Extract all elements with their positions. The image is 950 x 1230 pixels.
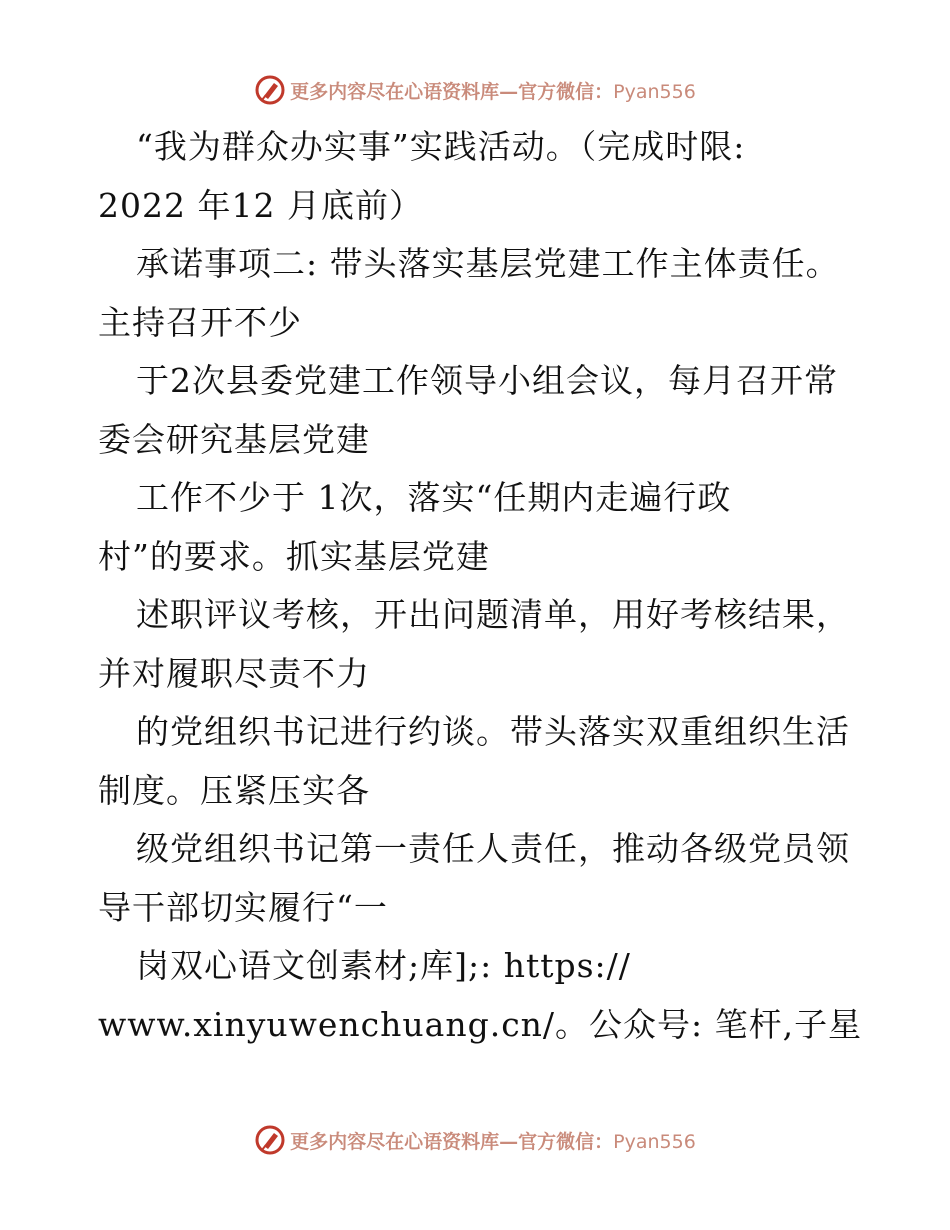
document-body bbox=[98, 118, 863, 1054]
footer-banner-text bbox=[290, 1127, 696, 1154]
body-line: 岗双心语文创素材;库];: https:// bbox=[136, 946, 631, 985]
header-banner-text bbox=[290, 77, 696, 104]
body-line: 2022 年12 月底前） bbox=[98, 185, 423, 225]
body-line: 述职评议考核，开出问题清单，用好考核结果， bbox=[136, 595, 850, 634]
body-line: 的党组织书记进行约谈。带头落实双重组织生活 bbox=[136, 712, 850, 751]
body-line: 委会研究基层党建 bbox=[98, 419, 370, 459]
footer-banner-label: 更多内容尽在心语资料库—官方微信： bbox=[290, 1130, 614, 1153]
body-line: 级党组织书记第一责任人责任，推动各级党员领 bbox=[136, 829, 850, 868]
body-line: 村”的要求。抓实基层党建 bbox=[98, 536, 490, 576]
header-banner-label: 更多内容尽在心语资料库—官方微信： bbox=[290, 80, 614, 103]
body-line: “我为群众办实事”实践活动。（完成时限: bbox=[136, 127, 746, 166]
body-line: 导干部切实履行“一 bbox=[98, 887, 388, 927]
body-line: 承诺事项二: 带头落实基层党建工作主体责任。 bbox=[136, 244, 840, 283]
body-line: 于2次县委党建工作领导小组会议，每月召开常 bbox=[136, 361, 838, 400]
footer-banner bbox=[0, 1120, 950, 1160]
body-line: 并对履职尽责不力 bbox=[98, 653, 370, 693]
body-line: 工作不少于 1次，落实“任期内走遍行政 bbox=[136, 478, 732, 517]
body-line: 主持召开不少 bbox=[98, 302, 302, 342]
pen-nib-logo-icon bbox=[254, 74, 286, 106]
body-line: www.xinyuwenchuang.cn/。公众号: 笔杆,子星 bbox=[98, 1004, 863, 1044]
pen-nib-logo-icon bbox=[254, 1124, 286, 1156]
header-banner bbox=[0, 70, 950, 110]
header-banner-contact: Pyan556 bbox=[613, 80, 696, 103]
footer-banner-contact: Pyan556 bbox=[613, 1130, 696, 1153]
body-line: 制度。压紧压实各 bbox=[98, 770, 370, 810]
